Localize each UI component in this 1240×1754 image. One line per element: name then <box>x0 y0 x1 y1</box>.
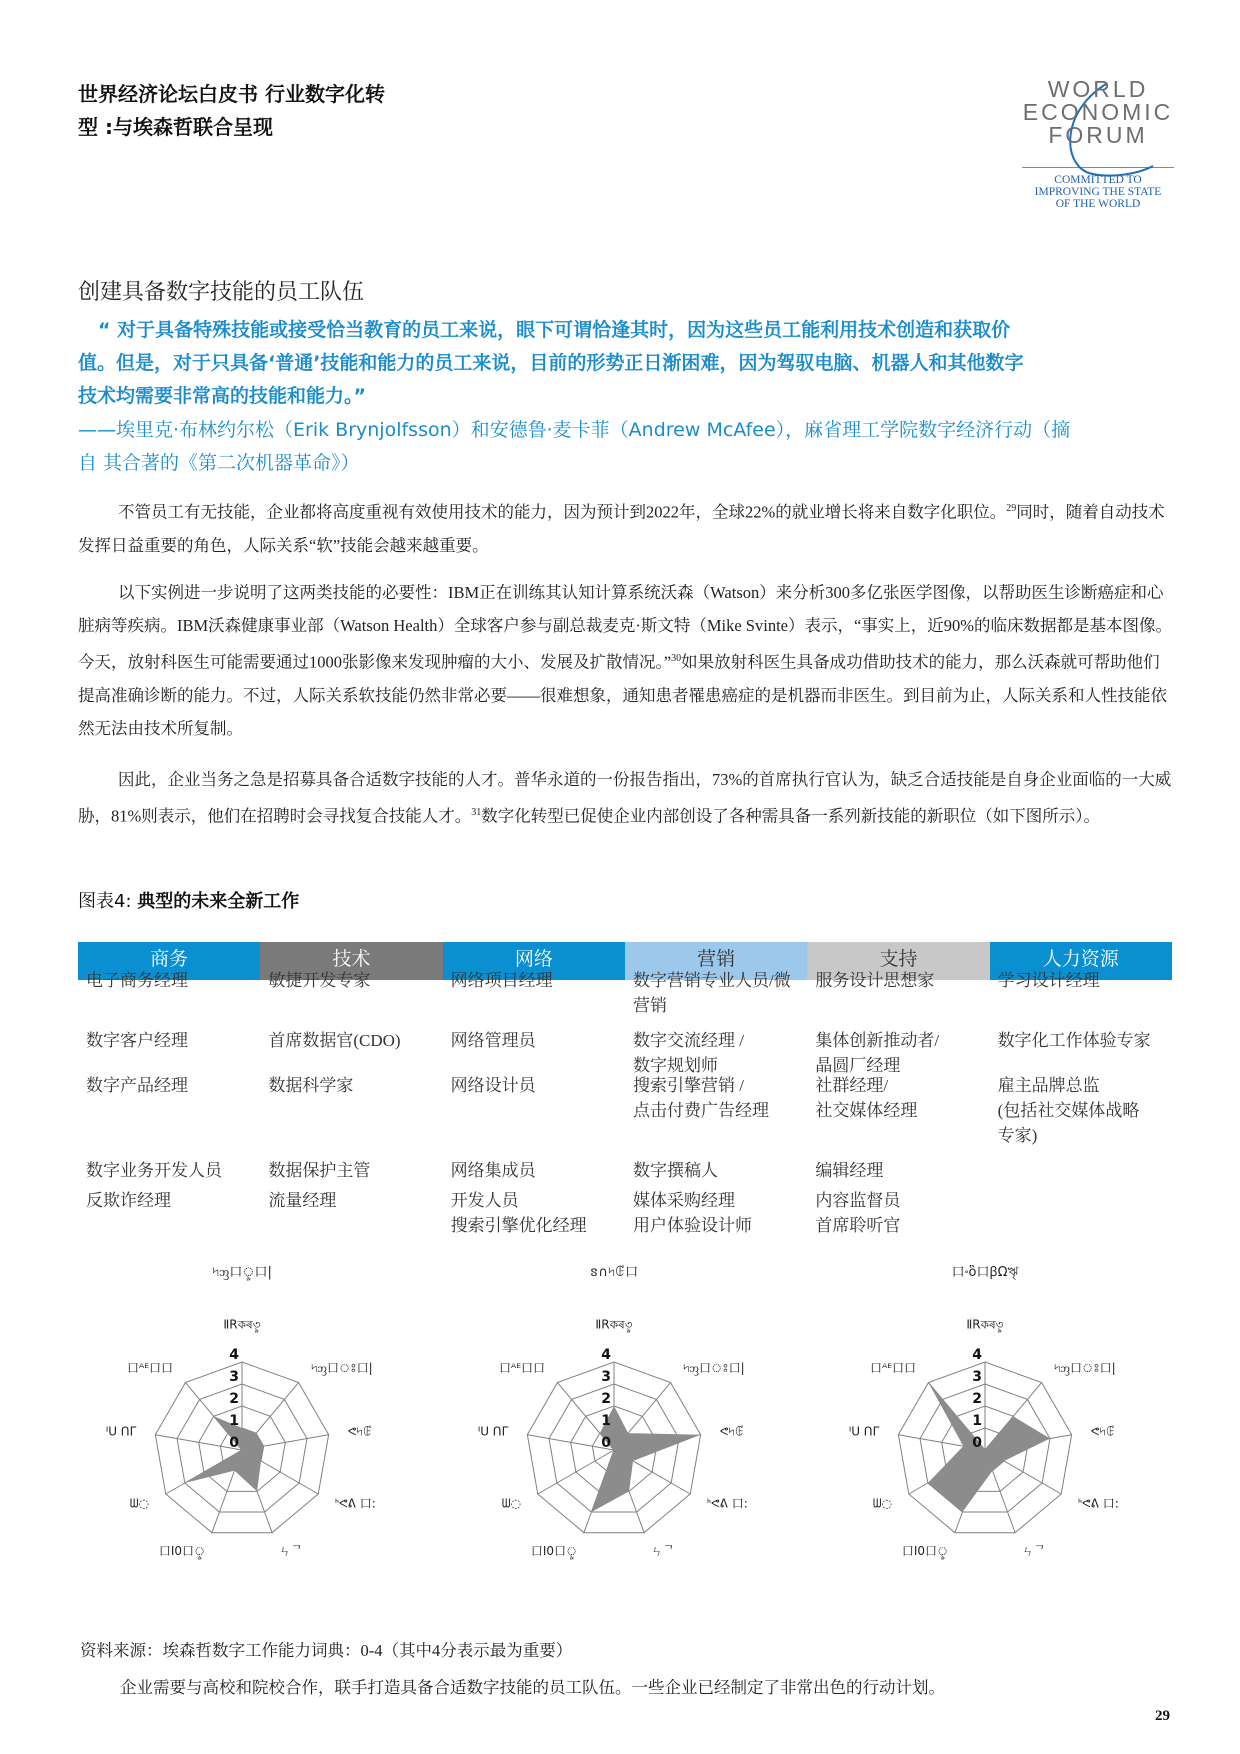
table-body <box>78 971 1172 1240</box>
column-header: 网络 <box>443 942 625 980</box>
data-point <box>963 1446 964 1447</box>
job-title-cell: 网络设计员 <box>450 1076 536 1095</box>
axis-label: 口I0口ৢ <box>901 1543 949 1558</box>
axis-label: ⅡRকৰ৩ৢ <box>595 1317 633 1332</box>
logo-tagline: IMPROVING THE STATE <box>1034 186 1162 198</box>
tick-label: 0 <box>601 1435 611 1451</box>
job-title-cell: 媒体采购经理 用户体验设计师 <box>633 1191 752 1235</box>
tick-label: 3 <box>601 1369 611 1385</box>
job-title-cell: 开发人员 搜索引擎优化经理 <box>450 1191 587 1235</box>
axis-label: ৸ᦀ口ঃ口| <box>311 1360 373 1375</box>
figure-label: 图表4: <box>78 891 132 912</box>
axis-label: 口I0口ৢ <box>530 1543 578 1558</box>
tick-label: 2 <box>229 1391 239 1407</box>
job-title-cell: 数据保护主管 <box>268 1161 371 1180</box>
job-title-cell: 数字客户经理 <box>86 1031 188 1050</box>
job-title-cell: 流量经理 <box>268 1191 337 1210</box>
header-line-1: 世界经济论坛白皮书 行业数字化转 <box>78 82 385 106</box>
axis-label: ᑋᕙᕕ 口: <box>706 1496 748 1511</box>
axis-label: ᗯ◌ <box>501 1496 522 1511</box>
data-point <box>591 1512 592 1513</box>
chart-title: 口৽ὃ口ꞵΩৠ <box>951 1265 1019 1280</box>
tick-label: 4 <box>601 1347 611 1363</box>
axis-label: ㄣᄀ <box>1021 1543 1046 1558</box>
axis-label: ᕙ৸ꂅ <box>347 1424 373 1439</box>
data-point <box>242 1428 243 1429</box>
footnote-ref: 31 <box>471 807 482 818</box>
data-point <box>213 1416 214 1417</box>
axis-label: ᑊᑌ ᑎᒥ <box>477 1424 509 1439</box>
pull-quote <box>78 314 1178 413</box>
axis-label: 口I0口ৢ <box>158 1543 206 1558</box>
radar-charts <box>78 1262 1178 1622</box>
radar-chart <box>444 1262 784 1622</box>
data-point <box>1049 1438 1050 1439</box>
paragraph-text: 不管员工有无技能，企业都将高度重视有效使用技术的能力，因为预计到2022年，全球22%的就业增长将来自数字化职位。 <box>118 502 1007 522</box>
data-point <box>629 1491 630 1492</box>
axis-label: ᑊᑌ ᑎᒥ <box>848 1424 880 1439</box>
tick-label: 1 <box>601 1413 611 1429</box>
header-line-2: 型 :与埃森哲联合呈现 <box>78 115 273 139</box>
data-point <box>263 1446 264 1447</box>
job-title-cell: 敏捷开发专家 <box>268 971 371 990</box>
paragraph-text: 以下实例进一步说明了这两类技能的必要性：IBM正在训练其认知计算系统沃森（Watson）来分析300多亿张医学图像，以帮助医生诊断癌症和心脏病等疾病。IBM沃森健康事业部（Watson Health）全球客户参与副总裁麦克·斯文特（Mike Svinte）表示，“事实上，近90%的临床数据都是基本图像。今天，放射科医生可能需要通过1000张影像来发现肿瘤的大小、发展及扩散情况。” <box>78 583 1173 672</box>
data-point <box>700 1434 701 1435</box>
data-point <box>962 1512 963 1513</box>
axis-label: ⅡRকৰ৩ৢ <box>223 1317 261 1332</box>
data-point <box>614 1450 615 1451</box>
job-title-cell: 集体创新推动者/ 晶圆厂经理 <box>815 1031 940 1075</box>
attribution-line: ——埃里克·布林约尔松（Erik Brynjolfsson）和安德鲁·麦卡菲（Andrew McAfee），麻省理工学院数字经济行动（摘 <box>78 419 1071 441</box>
page-number: 29 <box>1155 1708 1170 1724</box>
job-title-cell: 首席数据官(CDO) <box>268 1031 401 1050</box>
tick-label: 4 <box>972 1347 982 1363</box>
data-point <box>928 1382 929 1383</box>
radar-chart <box>815 1262 1155 1622</box>
job-title-cell: 数字产品经理 <box>86 1076 188 1095</box>
tick-label: 3 <box>972 1369 982 1385</box>
footnote-ref: 30 <box>671 653 682 664</box>
job-title-cell: 网络管理员 <box>450 1031 536 1050</box>
job-title-cell: 内容监督员 首席聆听官 <box>815 1191 901 1235</box>
job-title-cell: 雇主品牌总监 (包括社交媒体战略 专家) <box>997 1076 1140 1145</box>
job-title-cell: 服务设计思想家 <box>815 971 935 990</box>
data-point <box>1004 1461 1005 1462</box>
tick-label: 1 <box>229 1413 239 1429</box>
tick-label: 0 <box>229 1435 239 1451</box>
paragraph-text: 同时，随着自动技术发挥日益重要的角色，人际关系“软”技能会越来越重要。 <box>78 502 1165 555</box>
quote-line: “ 对于具备特殊技能或接受恰当教育的员工来说，眼下可谓恰逢其时，因为这些员工能利用技术创造和获取价 <box>98 319 1011 341</box>
logo-word: WORLD <box>1047 76 1149 102</box>
axis-label: ৸ᦀ口ঃ口| <box>1054 1360 1116 1375</box>
logo-tagline: COMMITTED TO <box>1054 174 1142 186</box>
logo-word: ECONOMIC <box>1022 99 1174 125</box>
data-point <box>184 1483 185 1484</box>
job-title-cell: 搜索引擎营销 / 点击付费广告经理 <box>633 1076 769 1120</box>
axis-label: ᕙ৸ꂅ <box>719 1424 745 1439</box>
data-point <box>985 1450 986 1451</box>
data-point <box>261 1461 262 1462</box>
figure-source: 资料来源：埃森哲数字工作能力词典：0-4（其中4分表示最为重要） <box>80 1641 573 1660</box>
axis-label: ᑋᕙᕕ 口: <box>334 1496 376 1511</box>
axis-label: 口ᴬᴱ口口 <box>499 1360 545 1375</box>
figure-caption: 典型的未来全新工作 <box>137 891 300 912</box>
data-point <box>633 1461 634 1462</box>
data-point <box>927 1483 928 1484</box>
axis-label: ᕙ৸ꂅ <box>1090 1424 1116 1439</box>
axis-label: ᑊᑌ ᑎᒥ <box>105 1424 137 1439</box>
job-title-cell: 数字撰稿人 <box>633 1161 718 1180</box>
column-header: 技术 <box>260 942 442 980</box>
tick-label: 4 <box>229 1347 239 1363</box>
axis-label: 口ᴬᴱ口口 <box>127 1360 173 1375</box>
logo-word: FORUM <box>1048 122 1148 148</box>
quote-line: 技术均需要非常高的技能和能力。” <box>78 385 366 407</box>
radar-chart <box>72 1262 412 1622</box>
body-paragraph <box>78 763 1173 833</box>
body-paragraph <box>78 576 1173 745</box>
data-point <box>992 1470 993 1471</box>
axis-label: ㄣᄀ <box>650 1543 675 1558</box>
job-title-cell: 电子商务经理 <box>86 971 188 990</box>
data-area <box>185 1416 264 1491</box>
data-point <box>234 1470 235 1471</box>
column-header: 营销 <box>625 942 807 980</box>
paragraph-text: 如果放射科医生具备成功借助技术的能力，那么沃森就可帮助他们提高准确诊断的能力。不过，人际关系软技能仍然非常必要——很难想象，通知患者罹患癌症的是机器而非医生。到目前为止，人际关系和人性技能依然无法由技术所复制。 <box>78 652 1167 738</box>
paragraph-text: 数字化转型已促使企业内部创设了各种需具备一系列新技能的新职位（如下图所示）。 <box>481 806 1100 826</box>
axis-label: ৸ᦀ口ঃ口| <box>683 1360 745 1375</box>
figure-title <box>78 887 299 913</box>
logo-tagline: OF THE WORLD <box>1055 198 1141 210</box>
data-point <box>256 1433 257 1434</box>
tick-label: 0 <box>972 1435 982 1451</box>
job-title-cell: 数字交流经理 / 数字规划师 <box>633 1031 744 1075</box>
axis-label: ㄣᄀ <box>278 1543 303 1558</box>
jobs-table <box>78 942 1172 1240</box>
job-title-cell: 反欺诈经理 <box>86 1191 171 1210</box>
job-title-cell: 数据科学家 <box>268 1076 354 1095</box>
tick-label: 3 <box>229 1369 239 1385</box>
data-point <box>257 1491 258 1492</box>
wef-logo <box>1018 74 1178 234</box>
paragraph-text: 因此，企业当务之急是招募具备合适数字技能的人才。普华永道的一份报告指出，73%的首席执行官认为，缺乏合适技能是自身企业面临的一大威胁，81%则表示，他们在招聘时会寻找复合技能人才。 <box>78 770 1172 826</box>
data-point <box>599 1433 600 1434</box>
attribution-line: 自 其合著的《第二次机器革命》） <box>78 452 360 474</box>
tick-label: 2 <box>972 1391 982 1407</box>
data-point <box>628 1433 629 1434</box>
axis-label: ⅡRকৰ৩ৢ <box>966 1317 1004 1332</box>
job-title-cell: 数字化工作体验专家 <box>997 1031 1151 1050</box>
chart-title: ৸ᦀ口ৢ口| <box>212 1265 272 1280</box>
column-header: 支持 <box>807 942 989 980</box>
footnote-ref: 29 <box>1006 503 1017 514</box>
body-paragraph <box>78 492 1173 562</box>
job-title-cell: 网络项目经理 <box>450 971 553 990</box>
axis-label: ᗯ◌ <box>129 1496 150 1511</box>
job-title-cell: 网络集成员 <box>450 1161 536 1180</box>
job-title-cell: 学习设计经理 <box>997 971 1100 990</box>
column-header: 人力资源 <box>990 942 1172 980</box>
data-point <box>242 1450 243 1451</box>
axis-label: ᑋᕙᕕ 口: <box>1077 1496 1119 1511</box>
data-point <box>614 1406 615 1407</box>
job-title-cell: 编辑经理 <box>815 1161 884 1180</box>
section-title: 创建具备数字技能的员工队伍 <box>78 280 365 305</box>
quote-line: 值。但是，对于只具备‘普通’技能和能力的员工来说，目前的形势正日渐困难，因为驾驭电脑、机器人和其他数字 <box>78 352 1024 374</box>
axis-label: 口ᴬᴱ口口 <box>870 1360 916 1375</box>
column-header: 商务 <box>78 942 260 980</box>
quote-attribution <box>78 414 1178 480</box>
axis-label: ᗯ◌ <box>872 1496 893 1511</box>
job-title-cell: 数字业务开发人员 <box>86 1161 222 1180</box>
tick-label: 2 <box>601 1391 611 1407</box>
job-title-cell: 社群经理/ 社交媒体经理 <box>815 1076 918 1120</box>
document-header <box>78 78 385 144</box>
closing-paragraph: 企业需要与高校和院校合作，联手打造具备合适数字技能的员工队伍。一些企业已经制定了非常出色的行动计划。 <box>120 1678 945 1697</box>
data-point <box>1013 1416 1014 1417</box>
job-title-cell: 数字营销专业人员/微 营销 <box>633 971 791 1015</box>
data-area <box>928 1383 1050 1512</box>
chart-title: ៜ∩৸ꂅ口 <box>589 1265 639 1280</box>
tick-label: 1 <box>972 1413 982 1429</box>
